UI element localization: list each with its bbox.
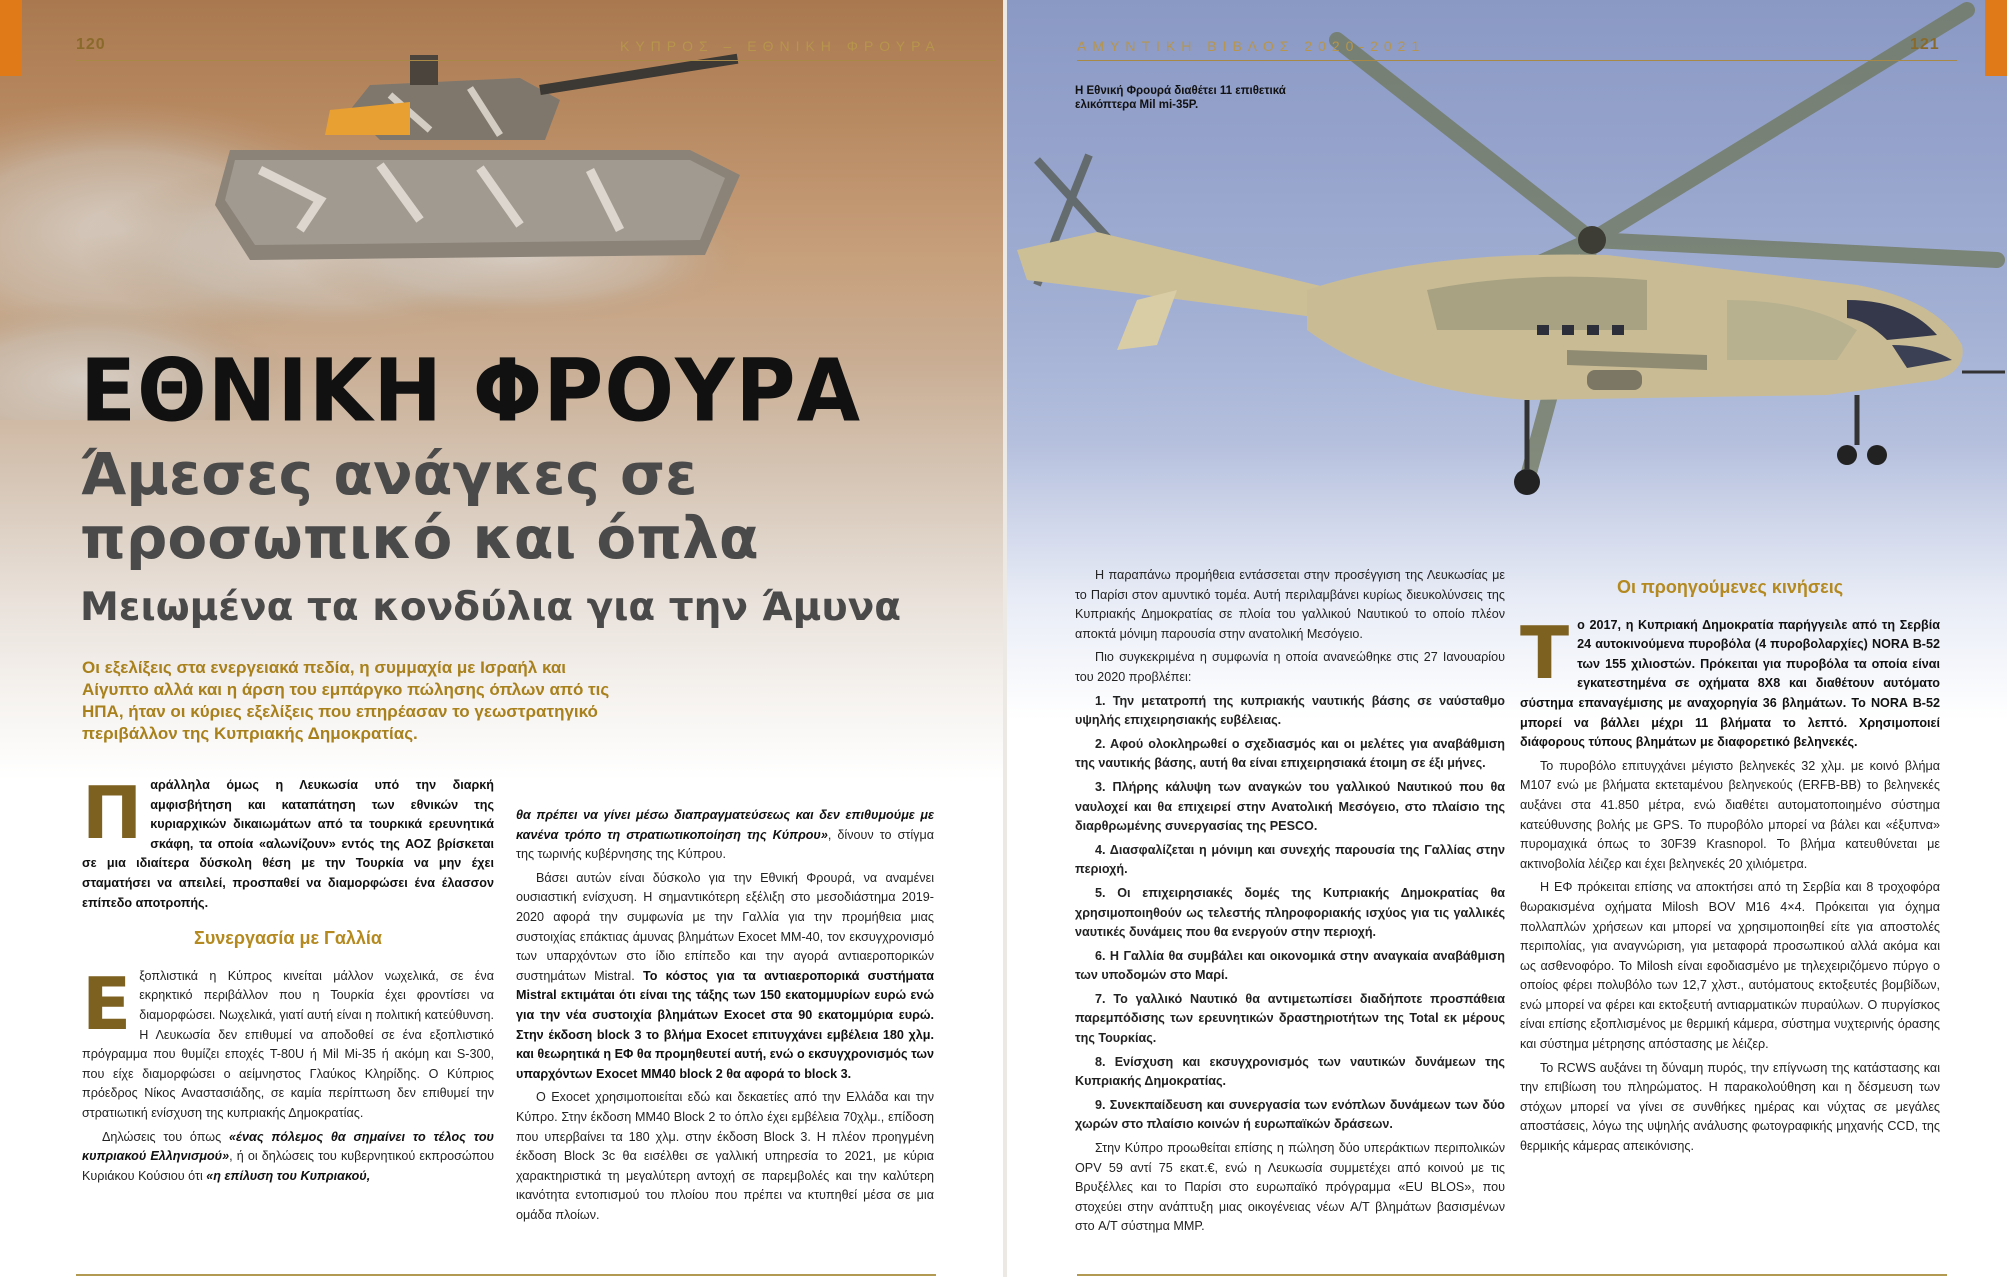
page-title: ΕΘΝΙΚΗ ΦΡΟΥΡΑ (80, 341, 862, 442)
paragraph-text: αράλληλα όμως η Λευκωσία υπό την διαρκή αμφισβήτηση και καταπάτηση των εθνικών της κυριαρχικών δικαιωμάτων από τα τουρκικά ερευνητικά σκάφη, τα οποία «αλωνίζουν» εντός της ΑΟΖ βρίσκεται σε μια ιδιαίτερα δύσκολη θέση με την Τουρκία να μην έχει σταματήσει να απειλεί, προσπαθεί να διαμορφώσει ένα έλασσον επίπεδο αποτροπής. (82, 778, 494, 910)
running-head: ΑΜΥΝΤΙΚΗ ΒΙΒΛΟΣ 2020-2021 (1077, 38, 1426, 54)
paragraph: Η ΕΦ πρόκειται επίσης να αποκτήσει από τη Σερβία και 8 τροχοφόρα θωρακισμένα οχήματα Milosh BOV M16 4×4. Πρόκειται για όχημα πολλαπλών χρήσεων και μπορεί να χρησιμοποιηθεί είτε για αποστολές περιπολίας, για αναγνώριση, για μεταφορά προσωπικού αλλά ακόμα και ως ασθενοφόρο. Το Milosh είναι εφοδιασμένο με τηλεχειριζόμενο πύργο ο οποίος φέρει πολυβόλο των 12,7 χλστ., αυτόματους εκτοξευτές βομβίδων, ενώ μπορεί να φέρει και εκτοξευτή αντιαρματικών πυραύλων. Ο πυργίσκος είναι επίσης εξοπλισμένος με θερμική κάμερα, σύστημα νυχτερινής όρασης και σύστημα μέτρησης απόστασης με λέιζερ. (1520, 880, 1940, 1052)
list-item: 9. Συνεκπαίδευση και συνεργασία των ενόπλων δυνάμεων των δύο χωρών στο πλαίσιο κοινών ή ευρωπαϊκών δράσεων. (1075, 1097, 1505, 1132)
paragraph-text: ο 2017, η Κυπριακή Δημοκρατία παρήγγειλε από τη Σερβία 24 αυτοκινούμενα πυροβόλα (4 πυροβολαρχίες) NORA B-52 των 155 χιλιοστών. Πρόκειται για πυροβόλα τα οποία είναι εγκατεστημένα σε οχήματα 8X8 και διαθέτουν αυτόματο σύστημα επαναγέμισης με αναχορηγία 36 βλημάτων. Το NORA B-52 μπορεί να βάλλει μέχρι 11 βλήματα το λεπτό. Χρησιμοποιεί διάφορους τύπους βλημάτων με διαφορετικό βεληνεκές. (1520, 617, 1940, 750)
helicopter-photo (1007, 0, 2007, 520)
paragraph: Στην Κύπρο προωθείται επίσης η πώληση δύο υπεράκτιων περιπολικών OPV 59 αντί 75 εκατ.€, ενώ η Λευκωσία συμμετέχει από κοινού με τις Βρυξέλλες και το Παρίσι στο ευρωπαϊκό πρόγραμμα «EU BLOS», που στοχεύει στην ανάπτυξη μιας οικογένειας νέων A/T βλημάτων βασισμένων στο A/T σύστημα MMP. (1075, 1141, 1505, 1234)
text-run: Δηλώσεις του όπως (102, 1129, 229, 1144)
paragraph (82, 961, 494, 1124)
text-run: , ή οι δηλώσεις του κυβερνητικού εκπροσώπου Κυριάκου Κούσιου ότι (82, 1149, 494, 1183)
bold-run: Το κόστος για τα αντιαεροπορικά συστήματα Mistral εκτιμάται ότι είναι της τάξης των 150 εκατομμυρίων ευρώ ενώ για την νέα συστοιχία βλημάτων Exocet στα 90 εκατομμύρια ευρώ. Στην έκδοση block 3 το βλήμα Exocet επιτυγχάνει εμβέλεια 180 χλμ. και θεωρητικά η ΕΦ θα προμηθευτεί αυτή, ενώ ο εκσυγχρονισμός των υπαρχόντων Exocet MM40 block 2 θα αφορά το block 3. (516, 968, 934, 1081)
list-item: 8. Ενίσχυση και εκσυγχρονισμός των ναυτικών δυνάμεων της Κυπριακής Δημοκρατίας. (1075, 1054, 1505, 1089)
paragraph (82, 771, 494, 913)
quote: «η επίλυση του Κυπριακού, (206, 1168, 371, 1183)
deck: Μειωμένα τα κονδύλια για την Άμυνα (80, 585, 902, 630)
quote: «ένας πόλεμος θα σημαίνει το τέλος του κυπριακού Ελληνισμού» (82, 1129, 494, 1164)
dropcap: Τ (1520, 610, 1570, 695)
paragraph: Ο Exocet χρησιμοποιείται εδώ και δεκαετίες από την Ελλάδα και την Κύπρο. Στην έκδοση MM40 Block 2 το όπλο έχει εμβέλεια 70χλμ., επίδοση που υπερβαίνει τα 180 χλμ. στην έκδοση Block 3. Η πλέον προηγμένη έκδοση Block 3c θα εισέλθει σε γαλλική υπηρεσία το 2021, με κύρια χαρακτηριστικά τη μεγαλύτερη αντοχή σε παρεμβολές και την καλύτερη ικανότητα εντοπισμού του πλοίου που πρέπει να κτυπηθεί μέσα σε μια ομάδα πλοίων. (516, 1090, 934, 1222)
paragraph: Το πυροβόλο επιτυγχάνει μέγιστο βεληνεκές 32 χλμ. με κοινό βλήμα M107 ενώ με βλήματα εκτεταμένου βεληνεκούς (ERFB-BB) το βεληνεκές αυξάνει στα 41.850 μέτρα, ενώ διαθέτει αυτοματοποιημένο σύστημα κατεύθυνσης βολής με GPS. Το πυροβόλο μπορεί να βάλει και «έξυπνα» πυρομαχικά όπως το 30F39 Krasnopol. Το βλήμα κατευθύνεται με ακτινοβολία λέιζερ και έχει βεληνεκές 20 χιλιόμετρα. (1520, 758, 1940, 871)
list-item: 3. Πλήρης κάλυψη των αναγκών του γαλλικού Ναυτικού που θα ναυλοχεί και θα επιχειρεί στην Ανατολική Μεσόγειο, στο πλαίσιο της διαρθρωμένης συνεργασίας της PESCO. (1075, 779, 1505, 834)
paragraph (516, 806, 934, 865)
list-item: 5. Οι επιχειρησιακές δομές της Κυπριακής Δημοκρατίας θα χρησιμοποιηθούν ως τελεστής πληροφοριακής ισχύος για τις γαλλικές ναυτικές δυνάμεις που θα ενεργούν στην περιοχή. (1075, 885, 1505, 940)
page-number: 121 (1910, 36, 1940, 53)
paragraph: Πιο συγκεκριμένα η συμφωνία η οποία ανανεώθηκε στις 27 Ιανουαρίου του 2020 προβλέπει: (1075, 650, 1505, 684)
list-item: 2. Αφού ολοκληρωθεί ο σχεδιασμός και οι μελέτες για αναβάθμιση της ναυτικής βάσης, αυτή θα είναι επιχειρησιακά έτοιμη σε έξι μήνες. (1075, 736, 1505, 771)
list-item: 6. Η Γαλλία θα συμβάλει και οικονομικά στην αναγκαία αναβάθμιση των υποδομών στο Μαρί. (1075, 948, 1505, 983)
column-4 (1520, 578, 1940, 1161)
list-item: 4. Διασφαλίζεται η μόνιμη και συνεχής παρουσία της Γαλλίας στην περιοχή. (1075, 842, 1505, 877)
header-rule (1077, 60, 1957, 61)
column-1 (82, 771, 494, 1190)
section-heading: Συνεργασία με Γαλλία (194, 928, 382, 949)
paragraph: Η παραπάνω προμήθεια εντάσσεται στην προσέγγιση της Λευκωσίας με το Παρίσι στον αμυντικό τομέα. Αυτή περιλαμβάνει κυρίως διευκολύνσεις της Κυπριακής Δημοκρατίας σε πλοία του γαλλικού Ναυτικού το οποίο πλέον αποκτά μόνιμη παρουσία στην ανατολική Μεσόγειο. (1075, 568, 1505, 641)
running-head: ΚΥΠΡΟΣ – ΕΘΝΙΚΗ ΦΡΟΥΡΑ (620, 38, 941, 54)
header-rule (76, 60, 996, 61)
subtitle: Άμεσες ανάγκες σε προσωπικό και όπλα (80, 440, 759, 572)
text-run: , δίνουν το στίγμα της τωρινής κυβέρνησης της Κύπρου. (516, 827, 934, 862)
paragraph: Το RCWS αυξάνει τη δύναμη πυρός, την επίγνωση της κατάστασης και την επιβίωση του πληρώματος. Η παρακολούθηση και η δέσμευση των στόχων μπορεί να γίνει σε συνθήκες ημέρας και νύχτας σε μεγάλες αποστάσεις, λόγω της υψηλής ανάλυσης φωτογραφικής μηχανής CCD, της θερμικής κάμερας απεικόνισης. (1520, 1060, 1940, 1154)
paragraph (1520, 610, 1940, 753)
dropcap: Π (82, 771, 143, 855)
page-number: 120 (76, 36, 106, 53)
quote: θα πρέπει να γίνει μέσω διαπραγματεύσεως και δεν επιθυμούμε με κανένα τρόπο τη στρατιωτικοποίηση της Κύπρου» (516, 808, 934, 842)
column-2 (516, 806, 934, 1229)
column-3 (1075, 566, 1505, 1241)
list-item: 1. Την μετατροπή της κυπριακής ναυτικής βάσης σε ναύσταθμο υψηλής επιχειρησιακής ευβέλειας. (1075, 693, 1505, 728)
text-run: Βάσει αυτών είναι δύσκολο για την Εθνική Φρουρά, να αναμένει ουσιαστική ενίσχυση. Η σημαντικότερη εξέλιξη στο μεσοδιάστημα 2019-2020 αφορά την συμφωνία με την Γαλλία για την προμήθεια μιας συστοιχίας επάκτιας άμυνας βλημάτων Exocet MM-40, τον εκσυγχρονισμό των υπαρχόντων στο ίδιο επίπεδο και την αγορά αντιαεροπορικών συστημάτων Mistral. (516, 870, 934, 983)
dropcap: Ε (82, 961, 132, 1046)
photo-caption: Η Εθνική Φρουρά διαθέτει 11 επιθετικά ελικόπτερα Mil mi-35P. (1075, 85, 1286, 111)
left-page (0, 0, 1003, 1277)
list-item: 7. Το γαλλικό Ναυτικό θα αντιμετωπίσει διαδήποτε προσπάθεια παρεμπόδισης των ερευνητικών δραστηριοτήτων της Total εκ μέρους της Τουρκίας. (1075, 991, 1505, 1046)
footer-rule (1077, 1274, 1947, 1276)
lead-paragraph: Οι εξελίξεις στα ενεργειακά πεδία, η συμμαχία με Ισραήλ και Αίγυπτο αλλά και η άρση του εμπάργκο πώλησης όπλων από τις ΗΠΑ, ήταν οι κύριες εξελίξεις που επηρέασαν το γεωστρατηγικό περιβάλλον της Κυπριακής Δημοκρατίας. (82, 658, 610, 743)
right-page (1007, 0, 2007, 1277)
paragraph-text: ξοπλιστικά η Κύπρος κινείται μάλλον νωχελικά, σε ένα εκρηκτικό περιβάλλον που η Τουρκία έχει φροντίσει να διαμορφώσει. Νωχελικά, γιατί αυτή είναι η πολιτική κατεύθυνση. Η Λευκωσία δεν επιθυμεί να αποδοθεί σε ένα εξοπλιστικό πρόγραμμα που θυμίζει εποχές T-80U ή Mil Mi-35 ή ακόμη και S-300, που είχε διαμορφώσει ο αείμνηστος Γλαύκος Κληρίδης. Ο Κύπριος πρόεδρος Νίκος Αναστασιάδης, σε καμία περίπτωση δεν επιθυμεί την στρατιωτική ενίσχυση της κυπριακής Δημοκρατίας. (82, 968, 494, 1120)
section-heading: Οι προηγούμενες κινήσεις (1616, 577, 1844, 597)
paragraph (82, 1128, 494, 1187)
paragraph (516, 869, 934, 1085)
page-edge-tab (1985, 0, 2007, 76)
footer-rule (76, 1274, 936, 1276)
page-edge-tab (0, 0, 22, 76)
